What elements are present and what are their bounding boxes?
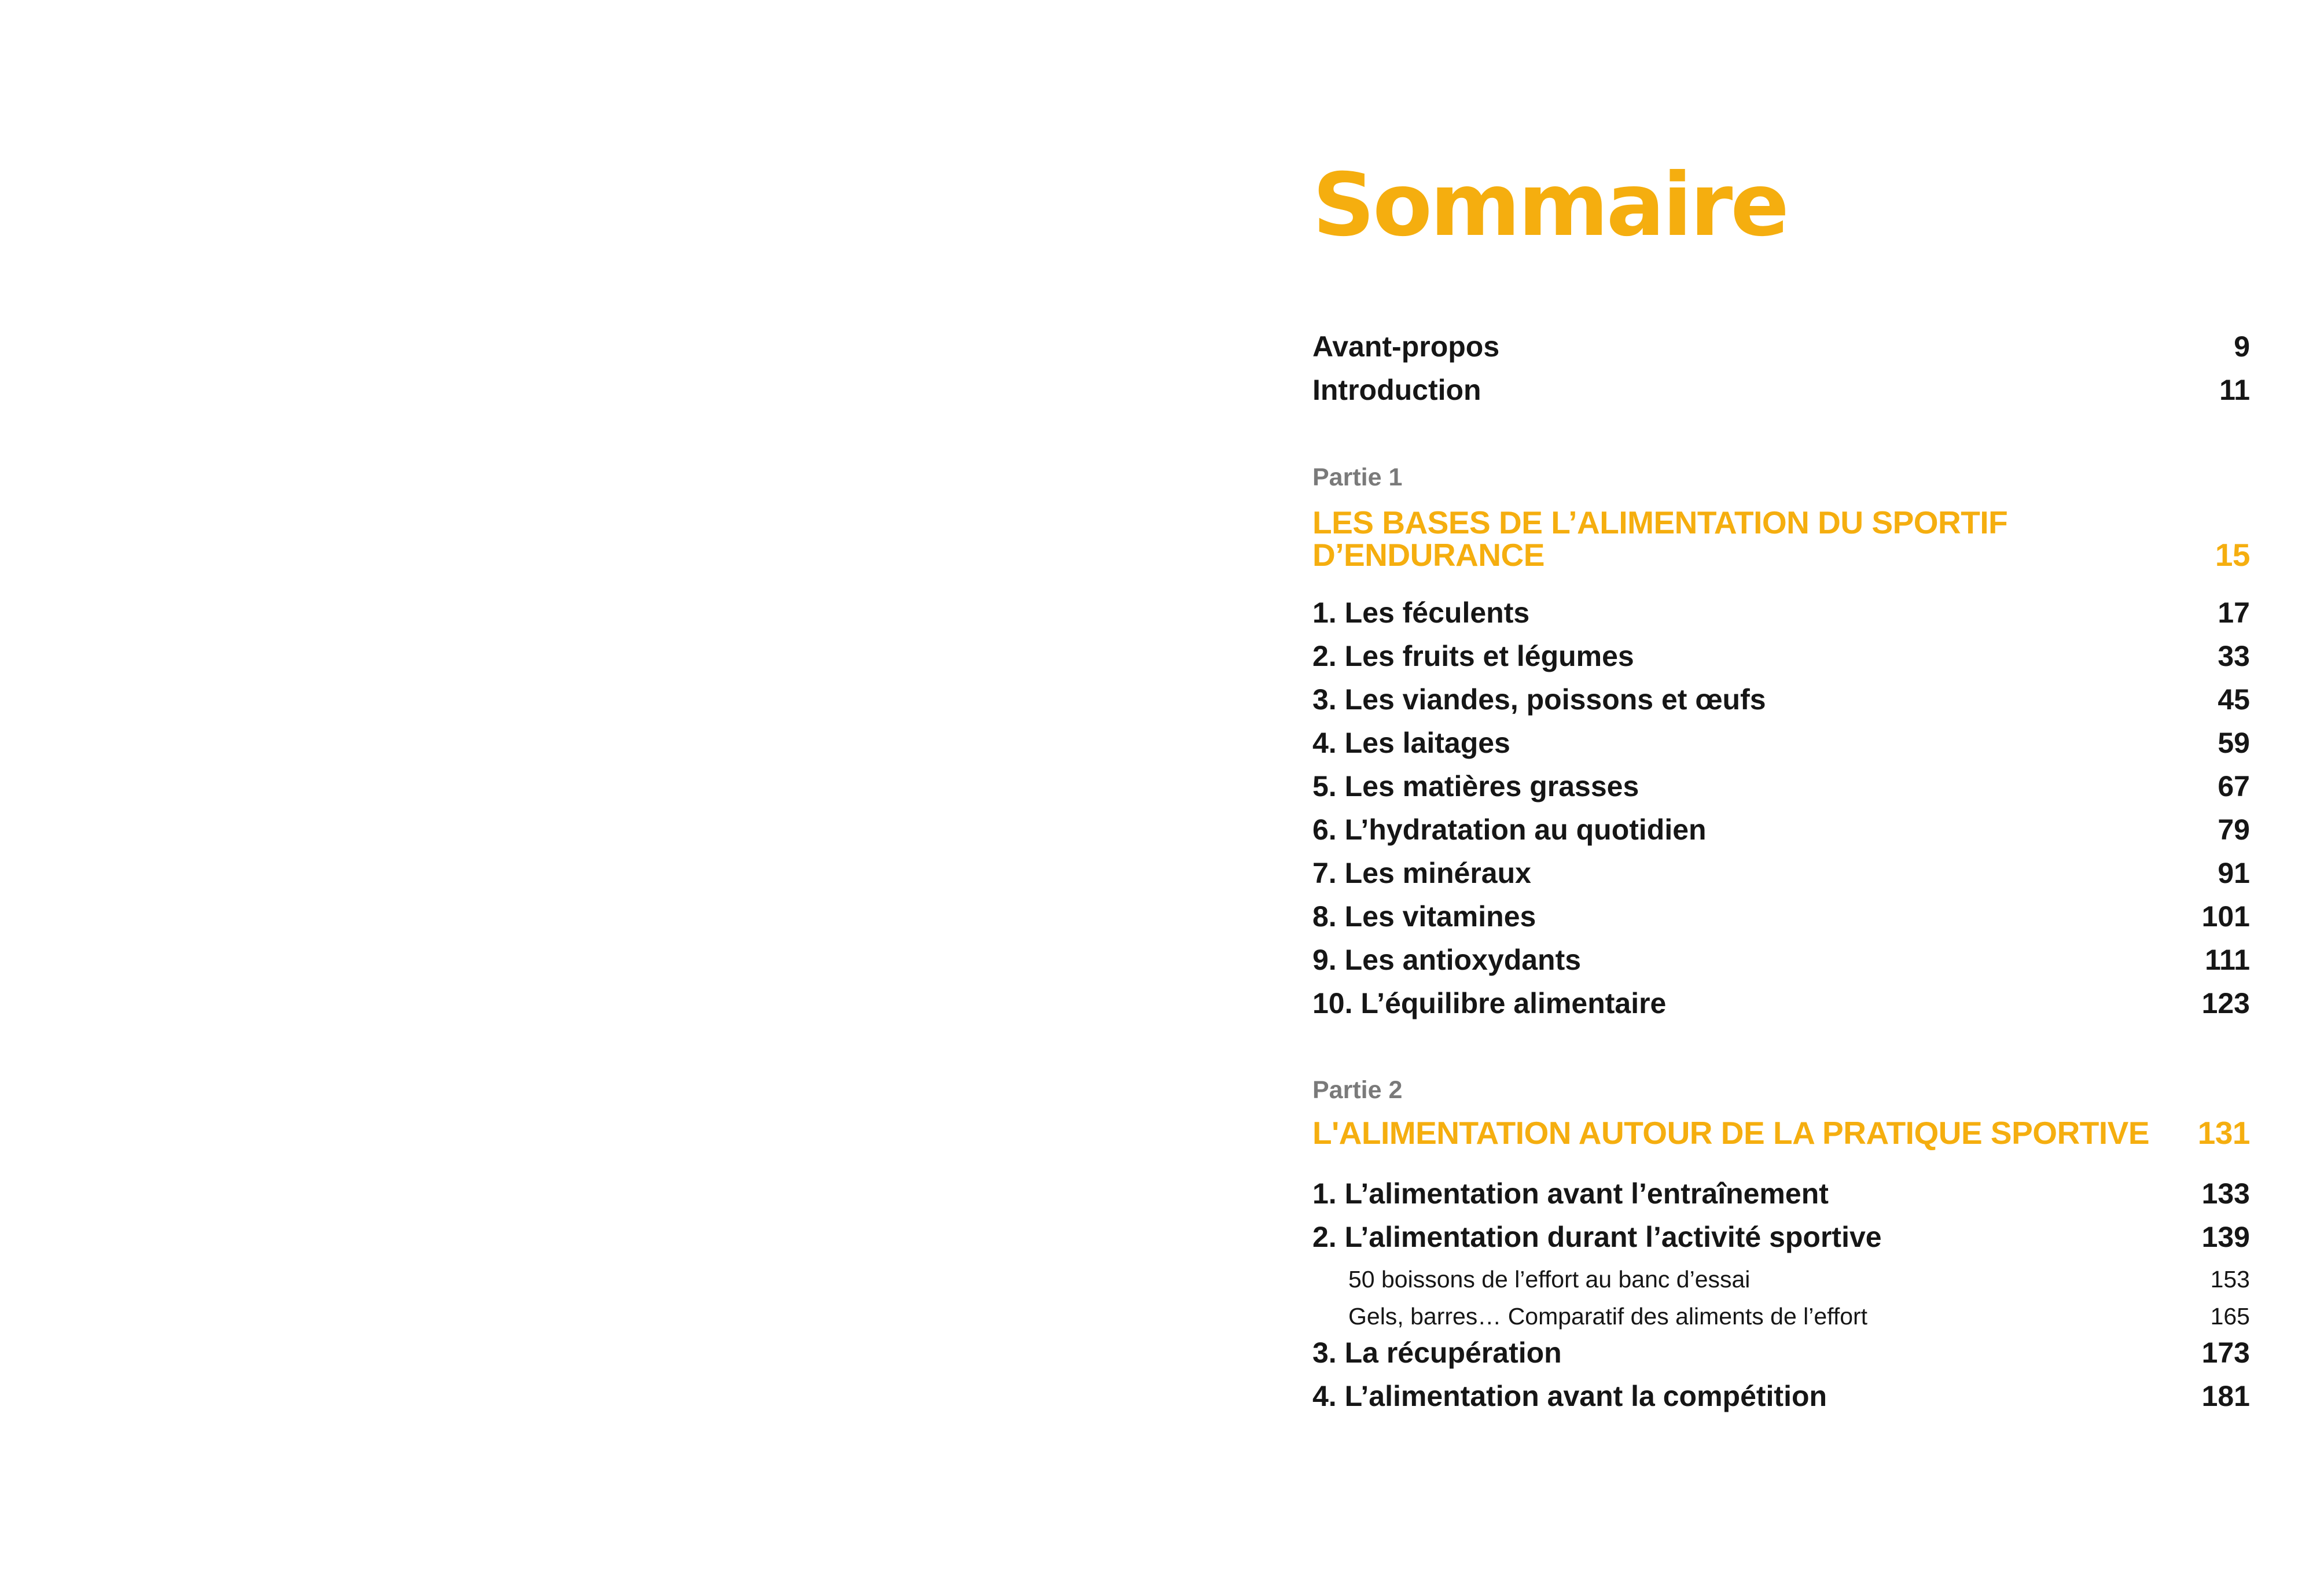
toc-entry-page: 173 [2201, 1337, 2250, 1369]
part-2-heading[interactable] [1312, 1117, 2250, 1149]
toc-entry-page: 123 [2201, 987, 2250, 1019]
part-1-heading-text: LES BASES DE L’ALIMENTATION DU SPORTIF D’ENDURANCE [1312, 505, 2008, 573]
toc-entry-page: 181 [2201, 1380, 2250, 1412]
toc-entry-chapter[interactable] [1312, 1217, 2250, 1257]
toc-entry-label: Gels, barres… Comparatif des aliments de l’effort [1348, 1303, 1868, 1330]
toc-entry-label: 3. Les viandes, poissons et œufs [1312, 683, 1766, 716]
toc-entry-page: 45 [2218, 683, 2250, 716]
toc-entry-page: 165 [2210, 1303, 2250, 1330]
toc-entry-chapter[interactable] [1312, 592, 2250, 633]
toc-entry-page: 139 [2201, 1221, 2250, 1253]
toc-entry-chapter[interactable] [1312, 636, 2250, 676]
toc-entry-label: 9. Les antioxydants [1312, 944, 1582, 976]
toc-entry-label: 2. L’alimentation durant l’activité sportive [1312, 1221, 1882, 1253]
toc-entry-chapter[interactable] [1312, 1376, 2250, 1416]
toc-entry-page: 11 [2219, 374, 2250, 406]
part-1-heading[interactable] [1312, 506, 2250, 571]
toc-entry-page: 91 [2218, 857, 2250, 889]
toc-entry-label: 3. La récupération [1312, 1337, 1562, 1369]
toc-entry-label: 1. Les féculents [1312, 597, 1530, 629]
toc-entry-page: 59 [2218, 727, 2250, 759]
toc-entry-label: Avant-propos [1312, 330, 1500, 363]
toc-entry-label: 4. Les laitages [1312, 727, 1510, 759]
toc-entry-label: 2. Les fruits et légumes [1312, 640, 1634, 672]
toc-entry-label: 10. L’équilibre alimentaire [1312, 987, 1667, 1019]
toc-entry-label: 4. L’alimentation avant la compétition [1312, 1380, 1827, 1412]
toc-entry-chapter[interactable] [1312, 940, 2250, 980]
toc-entry-introduction[interactable] [1312, 370, 2250, 410]
toc-entry-label: 50 boissons de l’effort au banc d’essai [1348, 1266, 1751, 1293]
page-title: Sommaire [1312, 155, 1788, 256]
toc-entry-label: 6. L’hydratation au quotidien [1312, 813, 1707, 846]
toc-entry-chapter[interactable] [1312, 723, 2250, 763]
toc-entry-chapter[interactable] [1312, 809, 2250, 850]
toc-entry-label: 8. Les vitamines [1312, 900, 1536, 933]
part-1-label: Partie 1 [1312, 463, 1403, 491]
toc-entry-page: 9 [2234, 330, 2250, 363]
toc-entry-page: 111 [2205, 944, 2250, 976]
toc-entry-chapter[interactable] [1312, 1173, 2250, 1214]
toc-entry-page: 33 [2218, 640, 2250, 672]
toc-entry-chapter[interactable] [1312, 679, 2250, 720]
toc-entry-page: 67 [2218, 770, 2250, 802]
toc-entry-chapter[interactable] [1312, 983, 2250, 1024]
toc-entry-label: Introduction [1312, 374, 1481, 406]
toc-entry-page: 101 [2201, 900, 2250, 933]
toc-entry-page: 153 [2210, 1266, 2250, 1293]
toc-entry-avant-propos[interactable] [1312, 326, 2250, 367]
toc-entry-label: 5. Les matières grasses [1312, 770, 1639, 802]
toc-entry-chapter[interactable] [1312, 1332, 2250, 1373]
part-2-heading-page: 131 [2197, 1115, 2250, 1151]
toc-entry-chapter[interactable] [1312, 853, 2250, 893]
toc-entry-page: 79 [2218, 813, 2250, 846]
toc-entry-chapter[interactable] [1312, 766, 2250, 807]
toc-entry-subsection[interactable] [1348, 1263, 2250, 1295]
toc-entry-chapter[interactable] [1312, 896, 2250, 937]
part-2-label: Partie 2 [1312, 1076, 1403, 1104]
toc-entry-label: 7. Les minéraux [1312, 857, 1531, 889]
part-1-heading-page: 15 [2215, 537, 2250, 573]
part-2-heading-text: L'ALIMENTATION AUTOUR DE LA PRATIQUE SPORTIVE [1312, 1115, 2150, 1151]
toc-entry-label: 1. L’alimentation avant l’entraînement [1312, 1177, 1829, 1210]
toc-entry-page: 133 [2201, 1177, 2250, 1210]
toc-entry-subsection[interactable] [1348, 1300, 2250, 1332]
toc-entry-page: 17 [2218, 597, 2250, 629]
